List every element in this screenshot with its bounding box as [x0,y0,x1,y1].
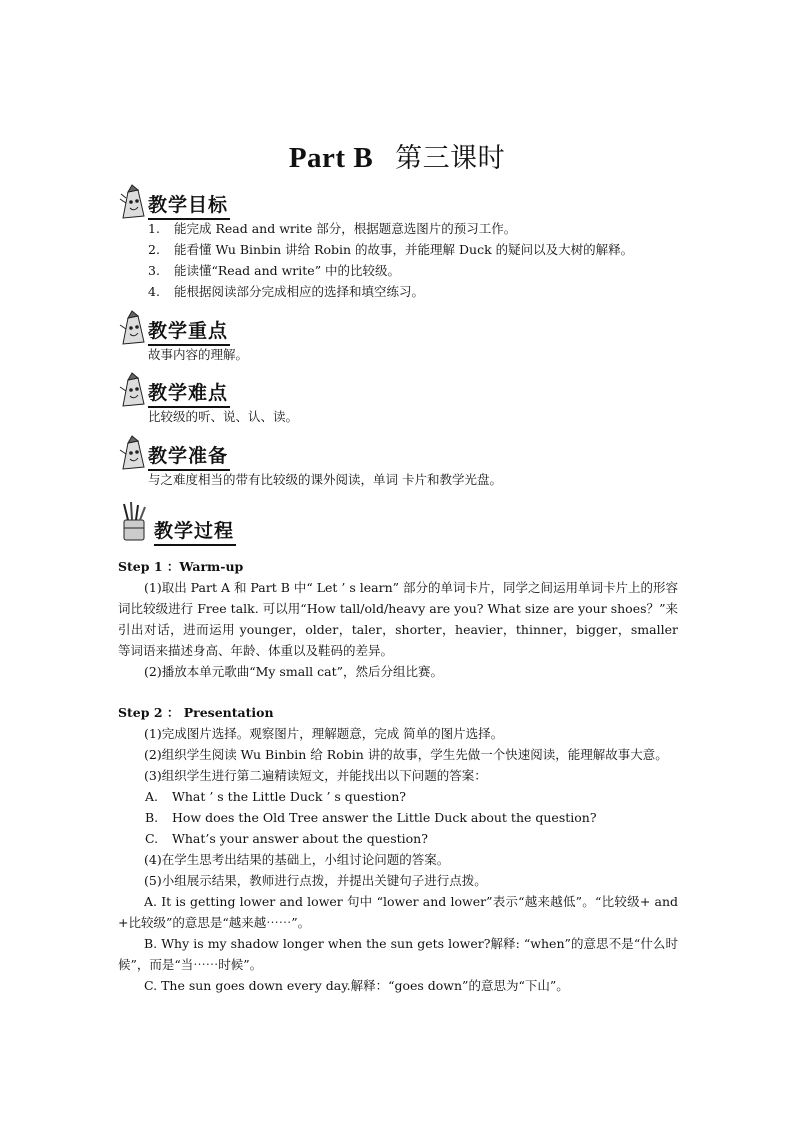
item-text: 能根据阅读部分完成相应的选择和填空练习。 [174,284,425,299]
question-text: What’s your answer about the question? [172,831,428,846]
question-item [118,807,678,828]
list-item [148,239,678,260]
paragraph: (2)组织学生阅读 Wu Binbin 给 Robin 讲的故事，学生先做一个快速阅读，能理解故事大意。 [144,747,668,762]
section-title: 教学难点 [148,378,230,408]
section-title: 教学准备 [148,441,230,471]
question-item [118,786,678,807]
option-letter: B. [145,810,159,825]
item-number: 4. [148,284,160,299]
paragraph: (1)取出 Part A 和 Part B 中“ Let ’ s learn” 部分的单词卡片，同学之间运用单词卡片上的形容词比较级进行 Free talk. 可以用“How tall/old/heavy are you? What size are your shoes？”来引出对话，进而运用 younger，older，taler，shorter，heavier，thinner，bigger，smaller 等词语来描述身高、年龄、体重以及鞋码的差异。 [118,580,678,658]
paragraph: (3)组织学生进行第二遍精读短文，并能找出以下问题的答案： [144,768,487,783]
section-process [118,502,678,542]
list-item [148,281,678,302]
section-key-points [118,310,678,365]
section-objectives [118,184,678,302]
item-number: 1. [148,221,160,236]
paragraph: (4)在学生思考出结果的基础上，小组讨论问题的答案。 [144,852,450,867]
question-text: How does the Old Tree answer the Little Duck about the question? [172,810,597,825]
item-number: 2. [148,242,160,257]
question-text: What ’ s the Little Duck ’ s question? [172,789,406,804]
section-title: 教学重点 [148,316,230,346]
section-text: 故事内容的理解。 [148,347,249,362]
note-paragraph: B. Why is my shadow longer when the sun gets lower?解释: “when”的意思不是“什么时候”，而是“当⋯⋯时候”。 [118,936,678,972]
section-difficulties [118,372,678,427]
section-title: 教学目标 [148,190,230,220]
pencil-cup-icon [118,502,150,542]
option-letter: C. [145,831,159,846]
paragraph: (2)播放本单元歌曲“My small cat”，然后分组比赛。 [144,664,443,679]
section-text: 与之难度相当的带有比较级的课外阅读，单词 卡片和教学光盘。 [148,472,502,487]
pencil-icon [118,310,148,346]
section-text: 比较级的听、说、认、读。 [148,409,299,424]
title-english: Part B [288,142,374,174]
objectives-list [118,218,678,302]
pencil-icon [118,372,148,408]
item-number: 3. [148,263,160,278]
list-item [148,218,678,239]
step1-heading: Step 1 ：Warm-up [118,559,244,574]
option-letter: A. [145,789,159,804]
process-body [118,556,678,996]
note-paragraph: A. It is getting lower and lower 句中 “lower and lower”表示“越来越低”。“比较级+ and +比较级”的意思是“越来越⋯⋯”。 [118,894,678,930]
question-item [118,828,678,849]
item-text: 能看懂 Wu Binbin 讲给 Robin 的故事，并能理解 Duck 的疑问以及大树的解释。 [174,242,634,257]
note-paragraph: C. The sun goes down every day.解释：“goes down”的意思为“下山”。 [144,978,569,993]
pencil-icon [118,435,148,471]
paragraph: (1)完成图片选择。观察图片，理解题意，完成 简单的图片选择。 [144,726,504,741]
title-chinese: 第三课时 [395,143,506,174]
item-text: 能读懂“Read and write” 中的比较级。 [174,263,401,278]
list-item [148,260,678,281]
item-text: 能完成 Read and write 部分，根据题意选图片的预习工作。 [174,221,517,236]
section-preparation [118,435,678,490]
section-title: 教学过程 [154,516,236,546]
paragraph: (5)小组展示结果，教师进行点拨，并提出关键句子进行点拨。 [144,873,487,888]
step2-heading: Step 2 ： Presentation [118,705,274,720]
pencil-icon [118,184,148,220]
page-title [0,136,794,175]
